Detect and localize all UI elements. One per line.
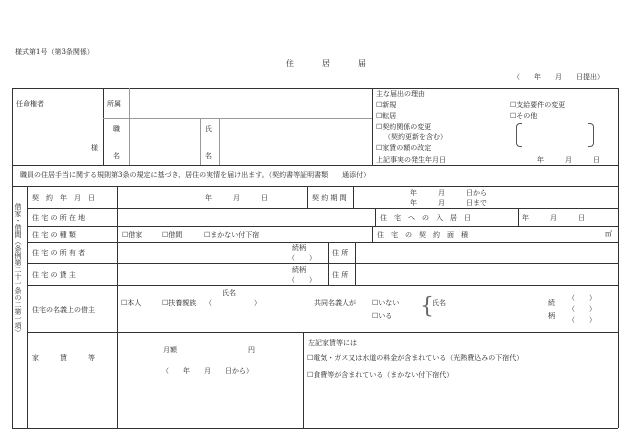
owner-address-label: 住 所: [332, 249, 349, 257]
move-in-label: 住 宅 へ の 入 居 日: [380, 214, 471, 222]
holder-dependent-checkbox[interactable]: [162, 298, 196, 308]
submit-date[interactable]: （ 年 月 日提出）: [513, 73, 604, 81]
reason-contract-label: 契約関係の変更: [382, 123, 432, 131]
name-label-2: 名: [205, 152, 212, 160]
divider: [103, 118, 372, 119]
divider: [307, 186, 308, 208]
document-title: 住 居 届: [286, 59, 376, 68]
contract-date-value[interactable]: 年 月 日: [205, 194, 268, 202]
divider: [518, 208, 519, 226]
reason-eligibility-label: 支給要件の変更: [516, 101, 566, 109]
rent-note: 左記家賃等には: [308, 339, 357, 347]
co-none-label: いない: [378, 299, 400, 307]
rent-meals-checkbox[interactable]: [307, 370, 453, 380]
type-room-checkbox[interactable]: [162, 230, 182, 240]
type-label: 住 宅 の 種 類: [32, 231, 76, 239]
type-lodging-label: まかない付下宿: [210, 231, 260, 239]
reason-other-label: その他: [516, 112, 538, 120]
contract-period-label: 契 約 期 間: [312, 194, 347, 202]
reason-contract-checkbox[interactable]: [376, 122, 431, 132]
period-to[interactable]: 年 月 日まで: [410, 199, 487, 207]
divider: [372, 226, 373, 242]
rent-label: 家 賃 等: [32, 354, 95, 362]
co-name-label: 氏名: [432, 299, 446, 307]
divider: [117, 186, 118, 428]
divider: [355, 242, 356, 285]
reason-eligibility-checkbox[interactable]: [510, 100, 565, 110]
divider: [103, 88, 104, 165]
type-lodging-checkbox[interactable]: [204, 230, 259, 240]
holder-name-paren[interactable]: （ ）: [205, 299, 261, 307]
occur-date[interactable]: 年 月 日: [537, 156, 600, 164]
divider: [27, 226, 618, 227]
rent-from[interactable]: （ 年 月 日から）: [162, 367, 253, 375]
table-left-border: [12, 88, 13, 428]
divider: [200, 118, 201, 165]
holder-label: 住宅の名義上の借主: [32, 306, 95, 314]
co-brace: {: [420, 294, 434, 319]
reason-contract-note: （契約更新を含む）: [384, 133, 447, 141]
co-zoku-1: 続: [548, 299, 555, 307]
monthly-label: 月額: [163, 346, 177, 354]
reason-rent-checkbox[interactable]: [376, 143, 431, 153]
divider: [219, 118, 220, 165]
co-exists-checkbox[interactable]: [372, 311, 392, 321]
area-unit: ㎡: [605, 230, 612, 238]
name-label-1: 氏: [205, 125, 212, 133]
holder-self-label: 本人: [127, 299, 142, 307]
holder-name-label: 氏名: [222, 289, 236, 297]
post-label-2: 名: [113, 152, 120, 160]
area-label: 住 宅 の 契 約 面 積: [377, 231, 468, 239]
table-right-border: [618, 88, 619, 428]
reason-new-checkbox[interactable]: [376, 100, 396, 110]
divider: [27, 285, 618, 286]
divider: [12, 165, 618, 166]
reason-move-label: 転居: [382, 112, 397, 120]
rent-utilities-checkbox[interactable]: [307, 353, 523, 363]
lender-zokugara-paren[interactable]: （ ）: [288, 276, 316, 284]
appointer-label: 任命権者: [16, 100, 44, 108]
co-none-checkbox[interactable]: [372, 298, 399, 308]
co-paren-2[interactable]: （ ）: [568, 305, 596, 313]
divider: [328, 242, 329, 285]
divider: [375, 208, 376, 226]
lender-zokugara: 続柄: [292, 266, 306, 274]
divider: [27, 263, 618, 264]
contract-date-label: 契 約 年 月 日: [32, 194, 95, 202]
divider: [27, 332, 618, 333]
co-holder-label: 共同名義人が: [314, 299, 356, 307]
reason-rent-label: 家賃の額の改定: [382, 144, 432, 152]
divider: [27, 242, 618, 243]
divider: [12, 186, 618, 187]
lender-label: 住 宅 の 貸 主: [32, 271, 76, 279]
rent-meals-label: 食費等が含まれている（まかない付下宿代）: [313, 371, 454, 379]
type-house-checkbox[interactable]: [122, 230, 142, 240]
co-paren-1[interactable]: （ ）: [568, 294, 596, 302]
co-paren-3[interactable]: （ ）: [568, 316, 596, 324]
sama-label: 様: [91, 144, 98, 152]
location-label: 住 宅 の 所 在 地: [32, 214, 86, 222]
reason-other-checkbox[interactable]: [510, 111, 537, 121]
holder-dependent-label: 扶養親族: [168, 299, 197, 307]
lender-address-label: 住 所: [332, 271, 349, 279]
divider: [27, 186, 28, 428]
statement-text: 職員の住居手当に関する規則第3条の規定に基づき、居住の実情を届け出ます。（契約書等証明書類 通添付）: [20, 171, 371, 179]
co-exists-label: いる: [378, 312, 393, 320]
other-bracket-left: [516, 123, 522, 147]
co-zoku-2: 柄: [548, 312, 555, 320]
rent-utilities-label: 電気・ガス又は水道の料金が含まれている（光熱費込みの下宿代）: [313, 354, 524, 362]
post-label-1: 職: [113, 125, 120, 133]
reason-move-checkbox[interactable]: [376, 111, 396, 121]
form-number: 様式第1号（第3条関係）: [15, 48, 94, 56]
owner-zokugara: 続柄: [292, 244, 306, 252]
type-room-label: 借間: [168, 231, 183, 239]
divider: [372, 88, 373, 165]
yen-label: 円: [248, 346, 255, 354]
owner-zokugara-paren[interactable]: （ ）: [288, 254, 316, 262]
side-label: 借家・借間（条例第二十一条の二第一項）: [14, 203, 22, 336]
divider: [303, 332, 304, 428]
owner-label: 住 宅 の 所 有 者: [32, 249, 86, 257]
other-bracket-right: [588, 123, 594, 147]
reason-title: 主な届出の理由: [376, 90, 425, 98]
divider: [27, 208, 618, 209]
reason-new-label: 新規: [382, 101, 397, 109]
table-bottom-border: [12, 428, 618, 429]
type-house-label: 借家: [128, 231, 143, 239]
divider: [353, 186, 354, 208]
affiliation-label: 所属: [107, 100, 121, 108]
divider: [129, 88, 130, 165]
move-in-value[interactable]: 年 月 日: [522, 214, 585, 222]
holder-self-checkbox[interactable]: [121, 298, 141, 308]
period-from[interactable]: 年 月 日から: [410, 189, 487, 197]
occur-label: 上記事実の発生年月日: [376, 156, 446, 164]
